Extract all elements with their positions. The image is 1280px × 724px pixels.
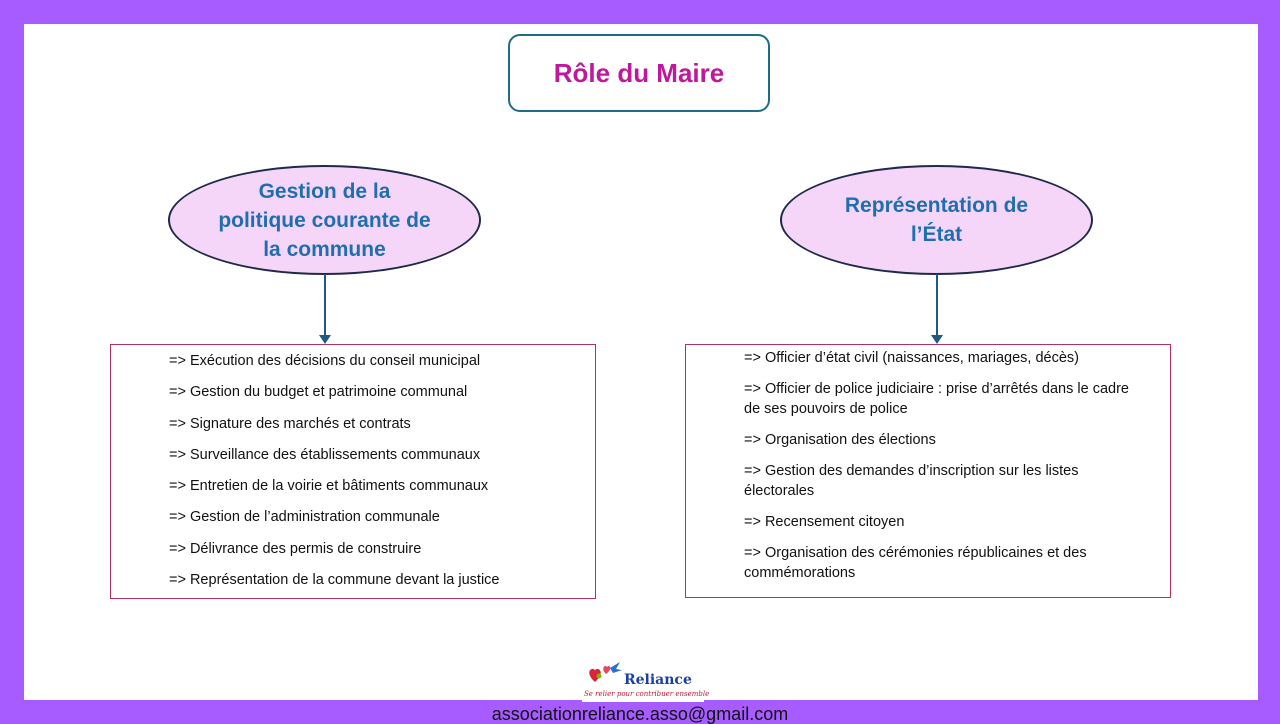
branch-heading-etat: Représentation de l’État <box>844 194 1029 246</box>
list-item: => Gestion des demandes d’inscription sur les listes électorales <box>744 463 1079 499</box>
list-item: => Surveillance des établissements communaux <box>169 446 481 463</box>
list-item: => Organisation des cérémonies républicaines et des commémorations <box>744 545 1087 581</box>
branch-ellipse-gestion <box>168 165 481 275</box>
title-box <box>508 34 770 112</box>
list-item: => Signature des marchés et contrats <box>169 415 411 432</box>
list-box-gestion <box>110 344 596 599</box>
list-item: => Officier de police judiciaire : prise d’arrêtés dans le cadre de ses pouvoirs de police <box>744 381 1129 417</box>
list-item: => Gestion du budget et patrimoine communal <box>169 384 468 401</box>
list-item: => Exécution des décisions du conseil municipal <box>169 353 481 369</box>
list-item: => Délivrance des permis de construire <box>169 540 422 557</box>
connector-arrow-gestion <box>324 274 326 342</box>
logo-name: Reliance <box>624 672 692 688</box>
connector-arrow-etat <box>936 274 938 342</box>
list-item: => Officier d’état civil (naissances, mariages, décès) <box>744 350 1079 366</box>
contact-email: associationreliance.asso@gmail.com <box>491 704 789 724</box>
branch-heading-gestion: Gestion de la politique courante de la commune <box>218 179 431 261</box>
list-box-etat <box>685 344 1171 598</box>
list-item: => Représentation de la commune devant la justice <box>169 572 500 589</box>
list-item: => Recensement citoyen <box>744 514 905 530</box>
heart-bird-icon <box>586 660 624 690</box>
logo-tagline: Se relier pour contribuer ensemble <box>584 690 710 698</box>
branch-ellipse-etat <box>780 165 1093 275</box>
list-item: => Gestion de l’administration communale <box>169 509 440 526</box>
list-item: => Entretien de la voirie et bâtiments communaux <box>169 478 489 495</box>
list-item: => Organisation des élections <box>744 432 936 448</box>
logo <box>582 658 710 702</box>
page-title: Rôle du Maire <box>553 57 725 88</box>
